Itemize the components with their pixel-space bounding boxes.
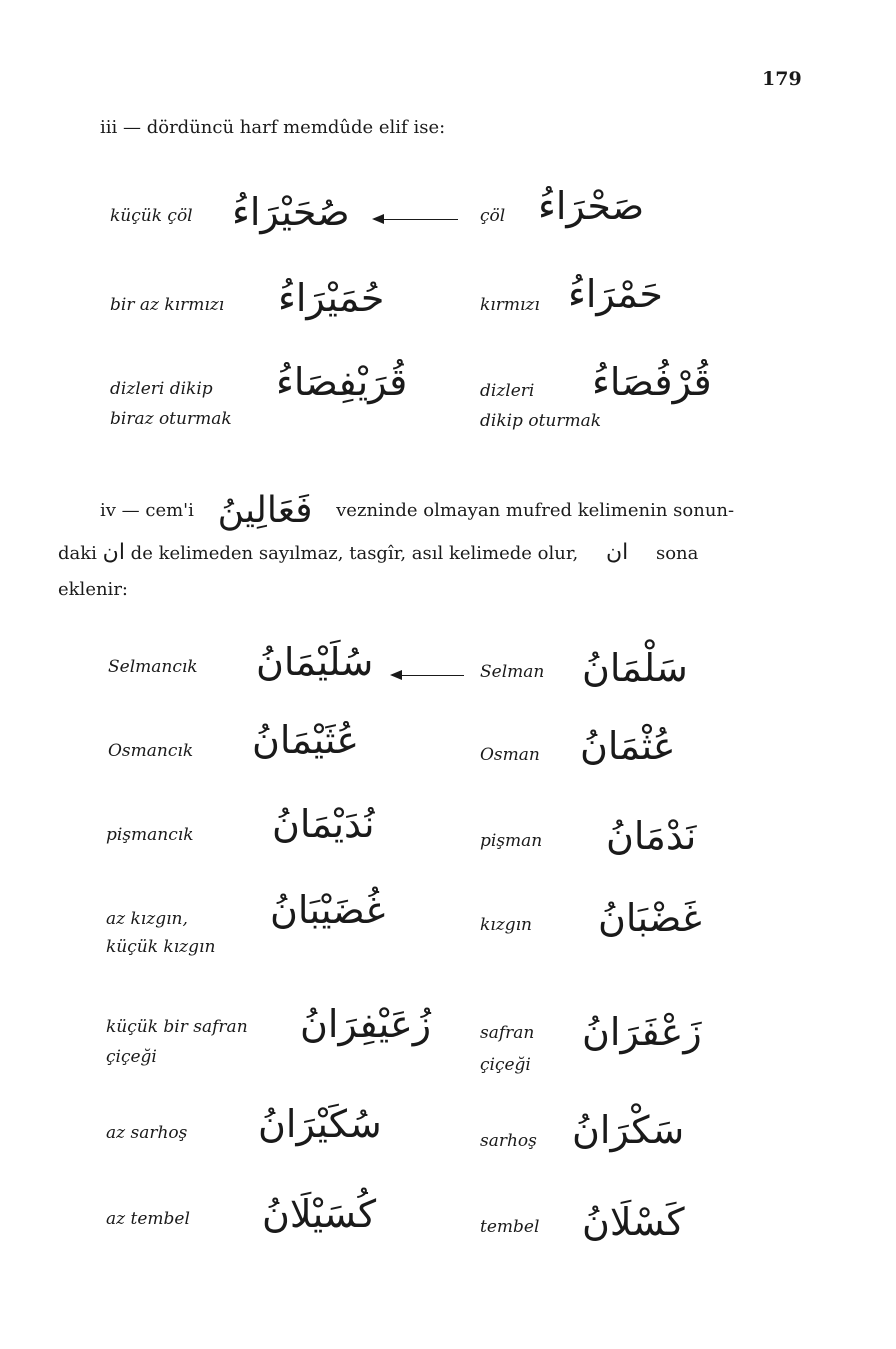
diminutive-arabic: سُلَيْمَانُ — [256, 640, 374, 684]
paragraph-text-2a: daki — [58, 543, 97, 564]
paragraph-line-2 — [58, 532, 800, 575]
diminutive-meaning-line1: az kızgın, — [106, 909, 188, 929]
paragraph-text-2c: sona — [655, 543, 699, 564]
base-arabic: كَسْلَانُ — [582, 1200, 685, 1244]
paragraph-line-1 — [58, 490, 800, 532]
base-meaning: çöl — [480, 206, 506, 226]
diminutive-meaning: küçük çöl — [110, 206, 193, 226]
diminutive-meaning: Osmancık — [108, 741, 194, 761]
diminutive-meaning: pişmancık — [106, 825, 194, 845]
paragraph-text-1: vezninde olmayan mufred kelimenin sonun- — [336, 500, 735, 521]
inline-arabic-2: ان — [605, 540, 629, 565]
base-arabic: زَعْفَرَانُ — [582, 1010, 702, 1054]
diminutive-arabic: صُحَيْرَاءُ — [232, 190, 350, 234]
diminutive-meaning: bir az kırmızı — [110, 295, 225, 315]
page-number: 179 — [762, 68, 802, 90]
paragraph-text-2b: de kelimeden sayılmaz, tasgîr, asıl kelimede olur, — [130, 543, 579, 564]
base-arabic: قُرْفُصَاءُ — [592, 360, 712, 404]
base-meaning-line2: dikip oturmak — [480, 411, 602, 431]
section-iv-paragraph — [58, 490, 800, 605]
base-arabic: نَدْمَانُ — [606, 814, 697, 858]
base-meaning: pişman — [480, 831, 543, 851]
section-iv-label: iv — cem'i — [100, 500, 194, 521]
base-meaning-line1: dizleri — [480, 381, 535, 401]
diminutive-meaning-line2: biraz oturmak — [110, 409, 232, 429]
paragraph-line-3 — [58, 575, 800, 605]
diminutive-arabic: عُثَيْمَانُ — [252, 718, 360, 762]
diminutive-arabic: سُكَيْرَانُ — [258, 1102, 382, 1146]
base-meaning: Selman — [480, 662, 545, 682]
paragraph-text-3: eklenir: — [58, 579, 128, 600]
diminutive-arabic: قُرَيْفِصَاءُ — [276, 360, 408, 404]
arrow-left-icon — [392, 675, 464, 676]
base-arabic: صَحْرَاءُ — [538, 184, 645, 228]
base-arabic: سَكْرَانُ — [572, 1108, 685, 1152]
base-meaning-line1: safran — [480, 1023, 535, 1043]
diminutive-meaning: az sarhoş — [106, 1123, 188, 1143]
arrow-left-icon — [374, 219, 458, 220]
base-arabic: غَضْبَانُ — [598, 896, 702, 940]
pattern-arabic: فَعَالِينُ — [217, 490, 313, 531]
section-iii-heading: iii — dördüncü harf memdûde elif ise: — [100, 117, 446, 138]
diminutive-meaning-line1: dizleri dikip — [110, 379, 213, 399]
base-meaning-line2: çiçeği — [480, 1055, 531, 1075]
diminutive-arabic: حُمَيْرَاءُ — [278, 276, 385, 320]
base-arabic: عُثْمَانُ — [580, 724, 676, 768]
diminutive-arabic: غُضَيْبَانُ — [270, 888, 386, 932]
diminutive-meaning-line2: küçük kızgın — [106, 937, 216, 957]
base-meaning: tembel — [480, 1217, 540, 1237]
diminutive-meaning-line1: küçük bir safran — [106, 1017, 248, 1037]
base-meaning: kızgın — [480, 915, 532, 935]
base-meaning: sarhoş — [480, 1131, 537, 1151]
diminutive-arabic: نُدَيْمَانُ — [272, 802, 375, 846]
base-meaning: kırmızı — [480, 295, 540, 315]
diminutive-arabic: كُسَيْلَانُ — [262, 1192, 377, 1236]
base-arabic: سَلْمَانُ — [582, 646, 688, 690]
diminutive-arabic: زُعَيْفِرَانُ — [300, 1002, 432, 1046]
diminutive-meaning-line2: çiçeği — [106, 1047, 157, 1067]
base-arabic: حَمْرَاءُ — [568, 272, 663, 316]
inline-arabic-1: ان — [102, 540, 125, 565]
diminutive-meaning: az tembel — [106, 1209, 190, 1229]
base-meaning: Osman — [480, 745, 540, 765]
diminutive-meaning: Selmancık — [108, 657, 198, 677]
